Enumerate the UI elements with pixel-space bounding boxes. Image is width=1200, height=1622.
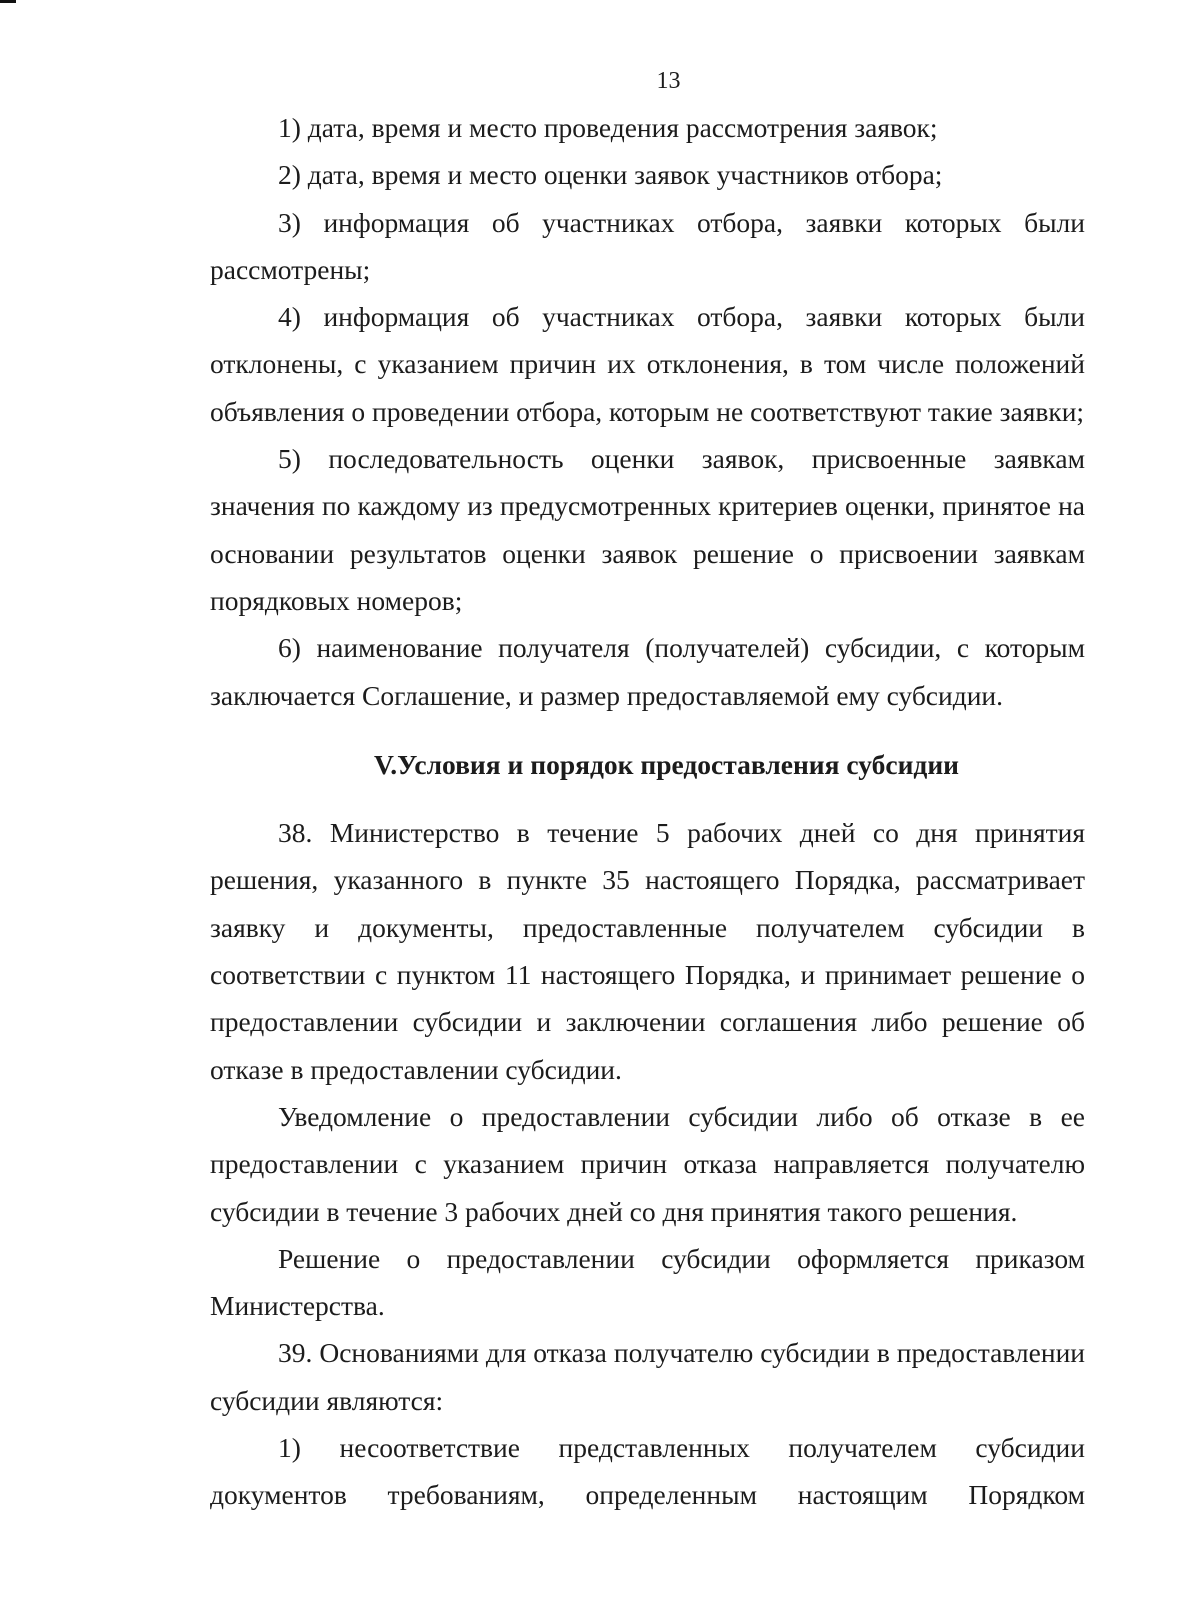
- list-item-5: 5) последовательность оценки заявок, присвоенные заявкам значения по каждому из предусмотренных критериев оценки, принятое на основании результатов оценки заявок решение о присвоении заявкам порядковых номеров;: [210, 443, 1085, 616]
- page-number: 13: [656, 68, 681, 94]
- list-item-4: 4) информация об участниках отбора, заявки которых были отклонены, с указанием причин их отклонения, в том числе положений объявления о проведении отбора, которым не соответствуют такие заявки;: [210, 301, 1085, 427]
- list-item-2: 2) дата, время и место оценки заявок участников отбора;: [278, 159, 943, 191]
- paragraph-decision: Решение о предоставлении субсидии оформляется приказом Министерства.: [210, 1242, 1085, 1322]
- section-heading: V.Условия и порядок предоставления субсидии: [373, 748, 960, 780]
- paragraph-39-item-1: 1) несоответствие представленных получателем субсидии документов требованиям, определенным настоящим Порядком: [210, 1432, 1085, 1511]
- paragraph-39: 39. Основаниями для отказа получателю субсидии в предоставлении субсидии являются:: [210, 1337, 1085, 1416]
- paragraph-38: 38. Министерство в течение 5 рабочих дней со дня принятия решения, указанного в пункте 35 настоящего Порядка, рассматривает заявку и документы, предоставленные получателем субсидии в соответствии с пунктом 11 настоящего Порядка, и принимает решение о предоставлении субсидии и заключении соглашения либо решение об отказе в предоставлении субсидии.: [210, 817, 1085, 1085]
- list-item-3: 3) информация об участниках отбора, заявки которых были рассмотрены;: [210, 206, 1085, 285]
- list-item-1: 1) дата, время и место проведения рассмотрения заявок;: [278, 112, 938, 143]
- scan-edge-mark: [0, 0, 16, 3]
- list-item-6: 6) наименование получателя (получателей) субсидии, с которым заключается Соглашение, и размер предоставляемой ему субсидии.: [210, 632, 1085, 711]
- document-page: [210, 58, 1085, 1519]
- paragraph-notice: Уведомление о предоставлении субсидии либо об отказе в ее предоставлении с указанием причин отказа направляется получателю субсидии в течение 3 рабочих дней со дня принятия такого решения.: [210, 1100, 1085, 1227]
